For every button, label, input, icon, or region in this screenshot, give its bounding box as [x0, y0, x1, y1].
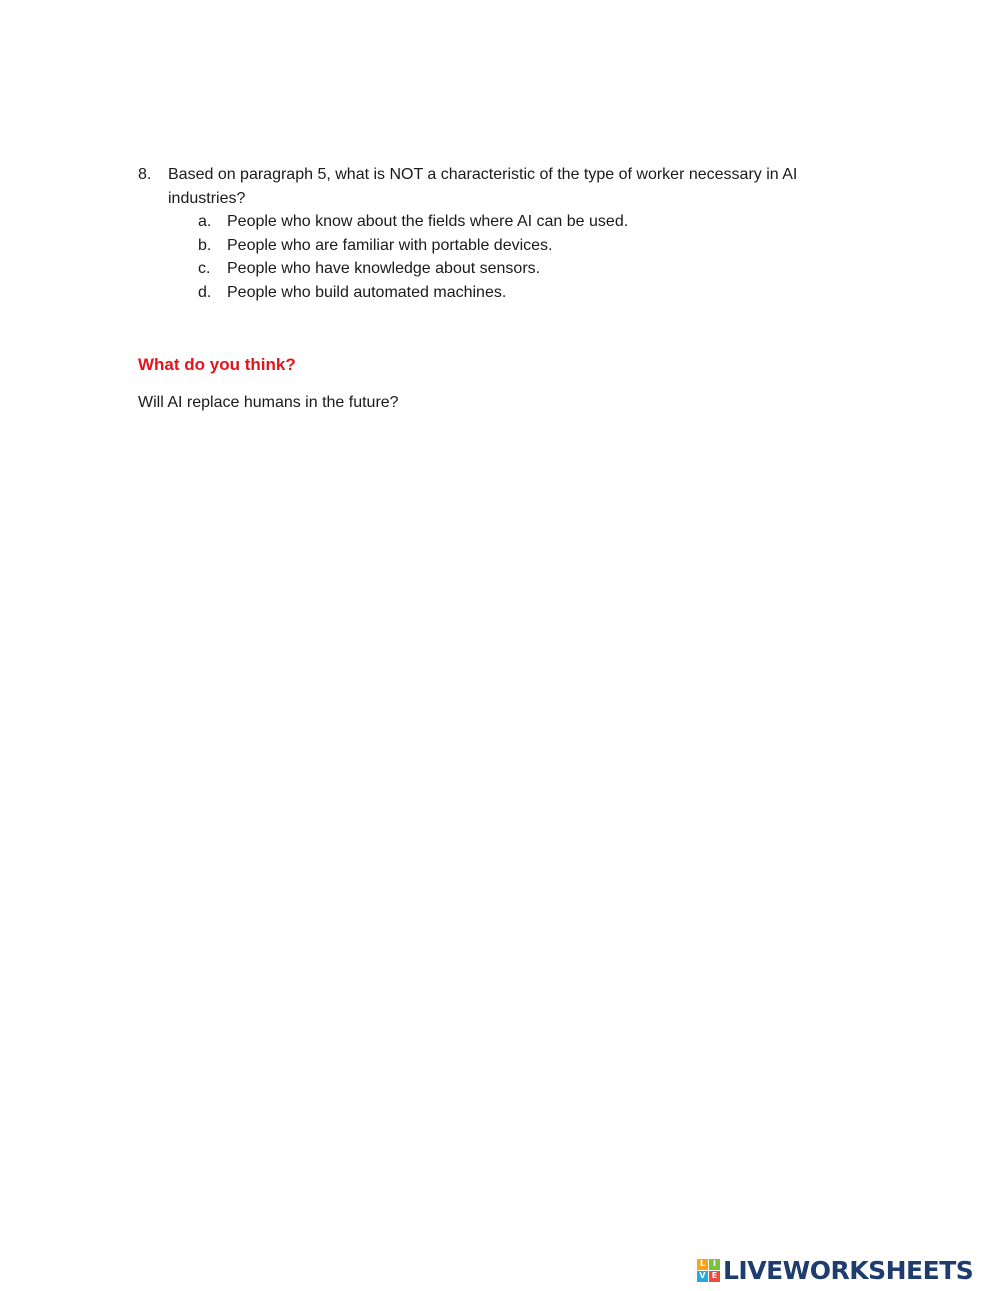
option-text: People who are familiar with portable devices.: [227, 236, 553, 254]
logo-icon: [697, 1259, 720, 1282]
option-text: People who know about the fields where AI can be used.: [227, 213, 629, 230]
option-c[interactable]: [138, 257, 838, 281]
logo-block-v: V: [697, 1271, 708, 1282]
option-letter: d.: [198, 283, 212, 301]
option-letter: c.: [198, 260, 211, 277]
option-d[interactable]: [138, 281, 838, 305]
logo-text: LIVEWORKSHEETS: [723, 1255, 974, 1285]
discussion-prompt: Will AI replace humans in the future?: [138, 394, 399, 411]
question-stem: [138, 163, 838, 210]
logo-block-e: E: [709, 1271, 720, 1282]
option-text: People who build automated machines.: [227, 283, 507, 301]
option-letter: a.: [198, 213, 212, 230]
logo-block-i: I: [709, 1259, 720, 1270]
section-title: What do you think?: [138, 355, 296, 374]
question-number: 8.: [138, 166, 152, 183]
question-text: Based on paragraph 5, what is NOT a characteristic of the type of worker necessary in AI industries?: [168, 166, 798, 207]
question-8: [138, 163, 838, 304]
answer-options: [138, 210, 838, 304]
option-b[interactable]: [138, 234, 838, 258]
logo-block-l: L: [697, 1259, 708, 1270]
liveworksheets-logo[interactable]: [697, 1255, 973, 1285]
option-text: People who have knowledge about sensors.: [227, 260, 541, 277]
option-letter: b.: [198, 236, 212, 254]
option-a[interactable]: [138, 210, 838, 234]
